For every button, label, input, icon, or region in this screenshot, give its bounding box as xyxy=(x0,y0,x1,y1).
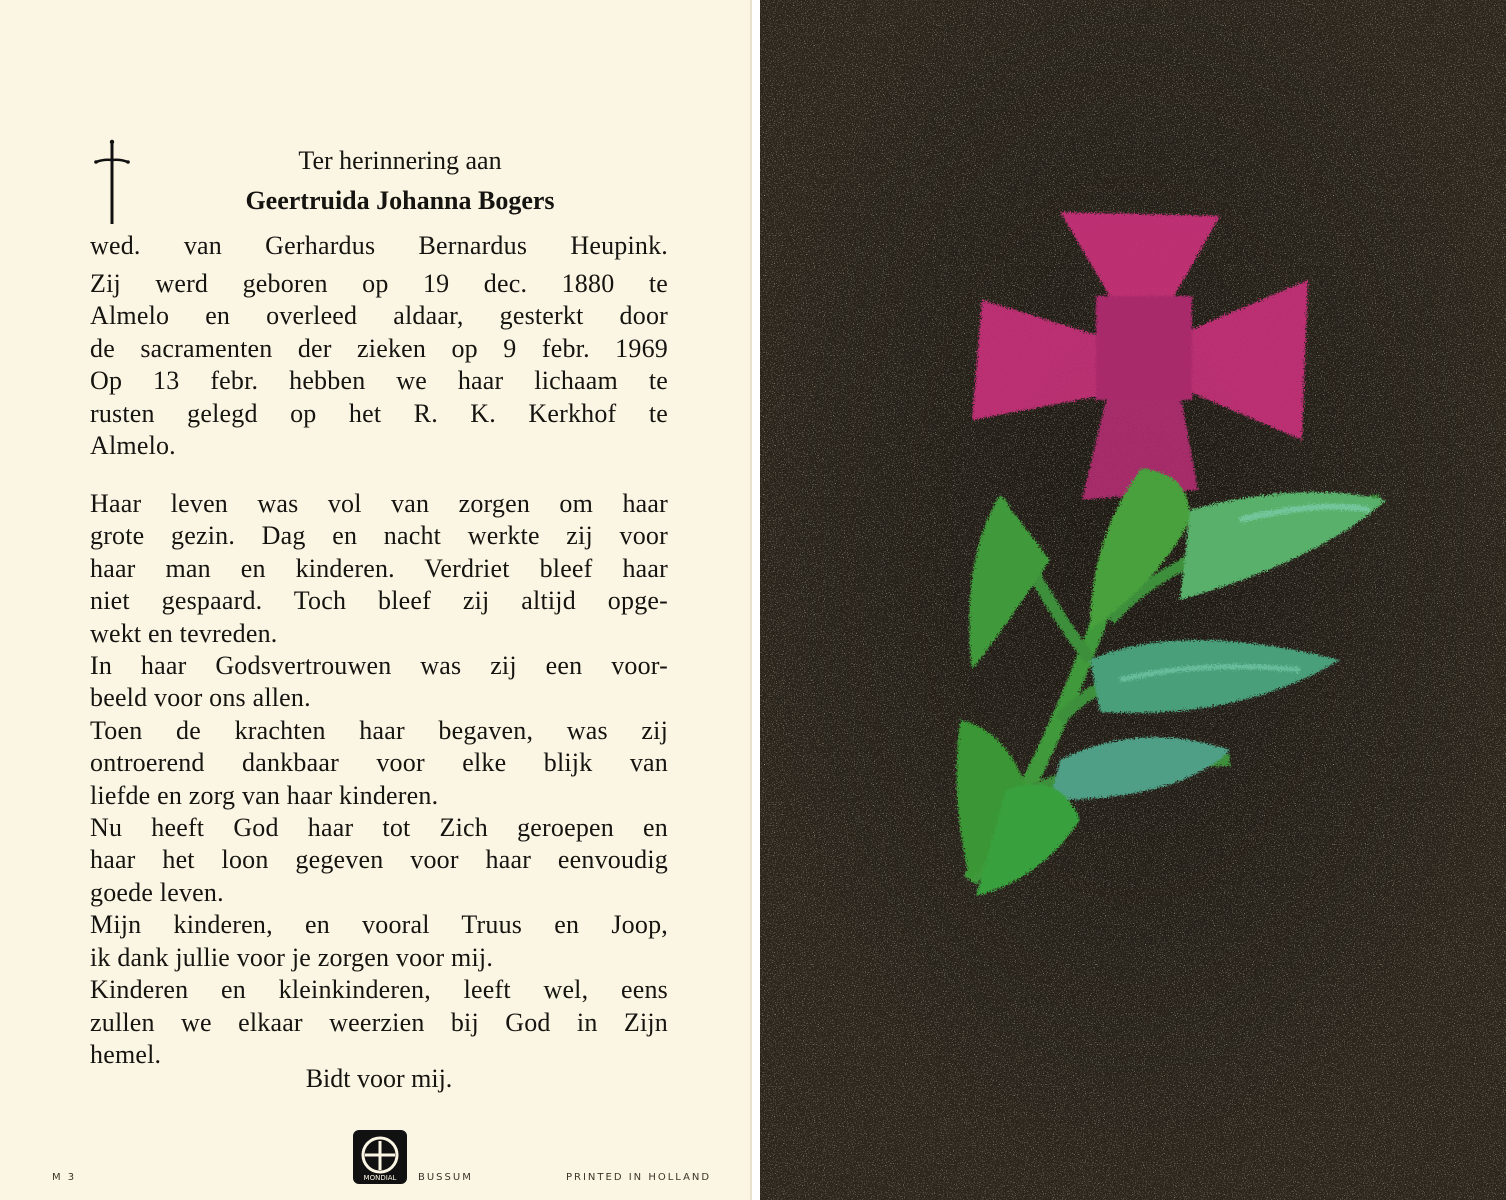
memorial-card-text-side xyxy=(0,0,752,1200)
text-line: beeld voor ons allen. xyxy=(90,683,311,713)
text-line: Almelo. xyxy=(90,431,176,461)
print-code: M 3 xyxy=(52,1172,77,1183)
mondial-logo-icon xyxy=(353,1130,407,1184)
cross-icon xyxy=(92,138,132,226)
widow-line xyxy=(90,230,668,262)
text-line: goede leven. xyxy=(90,877,224,907)
text-line: zullen we elkaar weerzien bij God in Zijn xyxy=(90,1007,668,1037)
text-line: Haar leven was vol van zorgen om haar xyxy=(90,489,668,518)
text-line: liefde en zorg van haar kinderen. xyxy=(90,780,439,810)
logo-text: MONDIAL xyxy=(363,1174,397,1182)
biography-paragraph xyxy=(90,268,668,462)
text-line: In haar Godsvertrouwen was zij een voor- xyxy=(90,651,668,681)
text-line: ik dank jullie voor je zorgen voor mij. xyxy=(90,942,494,972)
text-line: wed. van Gerhardus Bernardus Heupink. xyxy=(90,231,668,260)
printed-note: PRINTED IN HOLLAND xyxy=(566,1172,712,1183)
text-line: Mijn kinderen, en vooral Truus en Joop, xyxy=(90,910,668,940)
text-line: wekt en tevreden. xyxy=(90,618,278,648)
text-line: Almelo en overleed aldaar, gesterkt door xyxy=(90,301,668,331)
text-line: haar het loon gegeven voor haar eenvoudig xyxy=(90,845,668,875)
tribute-paragraph xyxy=(90,488,668,1071)
closing-prayer: Bidt voor mij. xyxy=(305,1064,453,1093)
text-line: hemel. xyxy=(90,1039,162,1069)
print-city: BUSSUM xyxy=(418,1172,473,1183)
text-line: niet gespaard. Toch bleef zij altijd opge- xyxy=(90,586,668,616)
flower-cross-artwork xyxy=(760,0,1506,1200)
text-line: haar man en kinderen. Verdriet bleef haar xyxy=(90,553,668,583)
text-line: Toen de krachten haar begaven, was zij xyxy=(90,715,668,745)
deceased-name: Geertruida Johanna Bogers xyxy=(245,186,555,215)
text-line: rusten gelegd op het R. K. Kerkhof te xyxy=(90,398,668,428)
heading-line: Ter herinnering aan xyxy=(298,146,502,175)
text-line: grote gezin. Dag en nacht werkte zij voor xyxy=(90,521,668,551)
text-line: Op 13 febr. hebben we haar lichaam te xyxy=(90,366,668,396)
text-line: Nu heeft God haar tot Zich geroepen en xyxy=(90,813,668,843)
memorial-card-artwork-side xyxy=(760,0,1506,1200)
text-line: Kinderen en kleinkinderen, leeft wel, eens xyxy=(90,975,668,1005)
text-line: ontroerend dankbaar voor elke blijk van xyxy=(90,748,668,778)
text-line: Zij werd geboren op 19 dec. 1880 te xyxy=(90,269,668,298)
text-line: de sacramenten der zieken op 9 febr. 1969 xyxy=(90,333,668,363)
